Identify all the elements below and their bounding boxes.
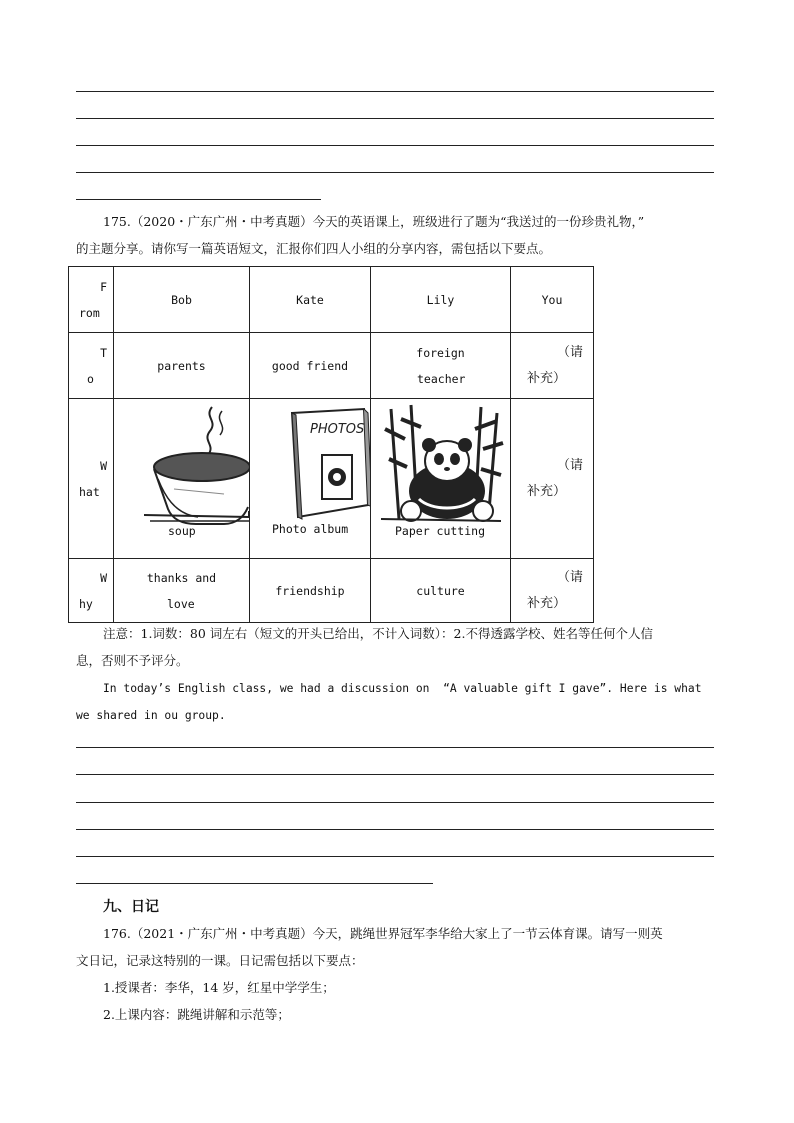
- table-row-why: [69, 559, 594, 623]
- cell-please-fill-what: （请 补充）: [511, 399, 594, 559]
- point-1: 1.授课者：李华，14 岁，红星中学学生；: [103, 980, 335, 995]
- answer-line-short: [76, 883, 433, 884]
- answer-line: [76, 747, 714, 748]
- cell-friendship: friendship: [250, 559, 371, 623]
- row-header-what: W hat: [69, 399, 114, 559]
- cell-please-fill-why: （请 补充）: [511, 559, 594, 623]
- answer-line-short: [76, 199, 321, 200]
- answer-line: [76, 145, 714, 146]
- answer-line: [76, 91, 714, 92]
- caption-paper-cutting: Paper cutting: [395, 524, 486, 538]
- notes-line2: 息，否则不予评分。: [76, 653, 189, 668]
- gift-table: [68, 266, 594, 623]
- cell-thanks-and-love: thanks and love: [114, 559, 250, 623]
- notes-line1: 注意：1.词数：80 词左右（短文的开头已给出，不计入词数）：2.不得透露学校、姓名等任何个人信: [103, 626, 653, 641]
- caption-soup: soup: [168, 524, 196, 538]
- answer-line: [76, 802, 714, 803]
- cell-soup: [114, 399, 250, 559]
- question-175-line1: 175.（2020・广东广州・中考真题）今天的英语课上，班级进行了题为“我送过的一份珍贵礼物，”: [103, 214, 645, 229]
- table-row-what: [69, 399, 594, 559]
- answer-line: [76, 172, 714, 173]
- essay-opening-line1: In today’s English class, we had a discussion on “A valuable gift I gave”. Here is what: [103, 682, 702, 695]
- cell-paper-cutting: [371, 399, 511, 559]
- cell-you: You: [511, 267, 594, 333]
- cell-photo-album: [250, 399, 371, 559]
- cell-bob: Bob: [114, 267, 250, 333]
- photos-label: PHOTOS: [310, 422, 365, 437]
- answer-line: [76, 774, 714, 775]
- table-row-from: [69, 267, 594, 333]
- essay-opening-line2: we shared in ou group.: [76, 709, 226, 722]
- row-header-to: T o: [69, 333, 114, 399]
- point-2: 2.上课内容：跳绳讲解和示范等；: [103, 1007, 290, 1022]
- table-row-to: [69, 333, 594, 399]
- cell-culture: culture: [371, 559, 511, 623]
- cell-good-friend: good friend: [250, 333, 371, 399]
- cell-kate: Kate: [250, 267, 371, 333]
- answer-line: [76, 118, 714, 119]
- question-175-line2: 的主题分享。请你写一篇英语短文，汇报你们四人小组的分享内容，需包括以下要点。: [76, 241, 552, 256]
- section-heading-diary: 九、日记: [103, 899, 159, 915]
- cell-foreign-teacher: foreign teacher: [371, 333, 511, 399]
- cell-parents: parents: [114, 333, 250, 399]
- cell-please-fill-to: （请 补充）: [511, 333, 594, 399]
- answer-line: [76, 856, 714, 857]
- question-176-line2: 文日记，记录这特别的一课。日记需包括以下要点：: [76, 953, 364, 968]
- question-176-line1: 176.（2021・广东广州・中考真题）今天，跳绳世界冠军李华给大家上了一节云体育课。请写一则英: [103, 926, 663, 941]
- caption-photo-album: Photo album: [272, 522, 349, 536]
- row-header-why: W hy: [69, 559, 114, 623]
- answer-line: [76, 829, 714, 830]
- cell-lily: Lily: [371, 267, 511, 333]
- row-header-from: F rom: [69, 267, 114, 333]
